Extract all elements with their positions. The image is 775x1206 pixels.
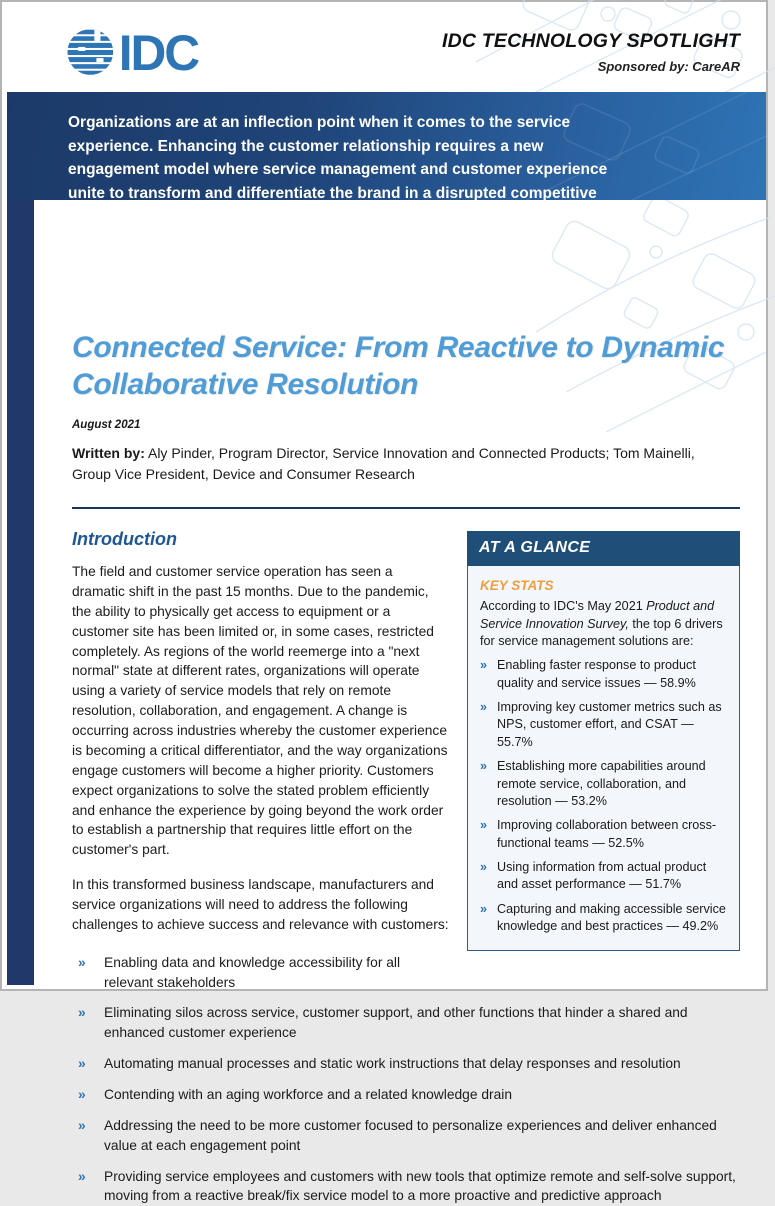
chevron-bullet-icon: »: [78, 1168, 86, 1184]
idc-globe-icon: [66, 27, 115, 76]
document-body: [72, 90, 740, 1206]
chevron-bullet-icon: »: [480, 860, 488, 875]
at-a-glance-box: [467, 531, 740, 950]
glance-stat-item: [480, 859, 727, 894]
glance-stat-text: Using information from actual product and asset performance — 51.7%: [497, 860, 707, 892]
banner-text: Organizations are at an inflection point when it comes to the service experience. Enhancing the customer relationship requires a new engagement model where service management and customer experience unite to transform and differentiate the brand in a disrupted competitive environment.: [68, 114, 608, 226]
survey-title: Product and Service Innovation Survey,: [480, 599, 715, 631]
chevron-bullet-icon: »: [78, 1056, 86, 1072]
glance-intro-text: [480, 598, 727, 650]
challenge-item: [78, 953, 449, 993]
intro-paragraph-1: The field and customer service operation has seen a dramatic shift in the past 15 months. Due to the pandemic, the ability to physically get access to equipment or a customer site has been limited or, in some cases, restricted completely. As regions of the world reemerge into a "next normal" state at different rates, organizations will operate using a variety of service models that rely on remote resolution, collaboration, and engagement. A change is occurring across industries whereby the customer experience is becoming a critical differentiator, and the way organizations engage customers will become a higher priority. Customers expect organizations to solve the stated problem efficiently and enhance the experience by going beyond the work order to establish a partnership that requires little effort on the customer's part.: [72, 564, 448, 858]
glance-stat-text: Improving collaboration between cross-functional teams — 52.5%: [497, 818, 717, 850]
chevron-bullet-icon: »: [78, 1086, 86, 1102]
glance-stat-item: [480, 758, 727, 810]
glance-stat-item: [480, 901, 727, 936]
chevron-bullet-icon: »: [78, 1005, 86, 1021]
glance-intro-prefix: According to IDC's May 2021: [480, 599, 647, 614]
challenge-text: Providing service employees and customers with new tools that optimize remote and self-solve support, moving from a reactive break/fix service model to a more proactive and predictive approach: [104, 1168, 736, 1204]
document-date: August 2021: [72, 419, 141, 432]
at-a-glance-body: [467, 566, 740, 950]
svg-text:IDC: IDC: [118, 25, 199, 82]
key-stats-heading: KEY STATS: [480, 578, 554, 594]
challenge-item: [78, 1116, 740, 1156]
challenge-item: [78, 1003, 740, 1043]
challenges-list: [72, 953, 740, 1206]
sponsored-by: Sponsored by: CareAR: [597, 59, 740, 74]
document-title: Connected Service: From Reactive to Dynamic Collaborative Resolution: [72, 331, 725, 401]
glance-stat-item: [480, 699, 727, 751]
introduction-heading: Introduction: [72, 529, 177, 550]
section-divider: [72, 507, 740, 509]
glance-stat-item: [480, 817, 727, 852]
challenge-text: Enabling data and knowledge accessibility for all relevant stakeholders: [104, 954, 401, 990]
glance-stat-item: [480, 657, 727, 692]
chevron-bullet-icon: »: [480, 700, 488, 715]
glance-stat-text: Enabling faster response to product quality and service issues — 58.9%: [497, 658, 696, 690]
written-by-line: [72, 443, 732, 485]
challenge-text: Addressing the need to be more customer focused to personalize experiences and deliver enhanced value at each engagement point: [104, 1117, 717, 1153]
challenge-item: [78, 1054, 740, 1074]
chevron-bullet-icon: »: [480, 658, 488, 673]
written-by-label: Written by:: [72, 445, 145, 462]
header-title: IDC TECHNOLOGY SPOTLIGHT: [441, 30, 740, 52]
glance-stat-text: Capturing and making accessible service knowledge and best practices — 49.2%: [497, 901, 726, 934]
glance-intro-suffix: the top 6 drivers for service management solutions are:: [480, 616, 723, 648]
idc-logo: [66, 25, 218, 82]
challenge-text: Automating manual processes and static work instructions that delay responses and resolution: [104, 1056, 681, 1072]
challenge-item: [78, 1167, 740, 1206]
written-by-authors: Aly Pinder, Program Director, Service Innovation and Connected Products; Tom Mainelli, Group Vice President, Device and Consumer Research: [72, 445, 695, 483]
masthead: [2, 2, 766, 90]
chevron-bullet-icon: »: [480, 759, 488, 774]
chevron-bullet-icon: »: [78, 954, 86, 970]
chevron-bullet-icon: »: [480, 818, 488, 833]
challenge-item: [78, 1085, 740, 1105]
chevron-bullet-icon: »: [78, 1117, 86, 1133]
chevron-bullet-icon: »: [480, 901, 488, 916]
glance-stat-text: Establishing more capabilities around remote service, collaboration, and resolution — 53.2%: [497, 759, 706, 808]
challenge-text: Contending with an aging workforce and a related knowledge drain: [104, 1086, 513, 1102]
intro-paragraph-2: In this transformed business landscape, manufacturers and service organizations will need to address the following challenges to achieve success and relevance with customers:: [72, 877, 449, 932]
glance-stat-text: Improving key customer metrics such as NPS, customer effort, and CSAT — 55.7%: [497, 700, 722, 749]
challenge-text: Eliminating silos across service, customer support, and other functions that hinder a shared and enhanced customer experience: [104, 1005, 688, 1041]
at-a-glance-header: AT A GLANCE: [467, 531, 740, 566]
content-section: [72, 529, 740, 1206]
glance-stats-list: [480, 657, 727, 935]
